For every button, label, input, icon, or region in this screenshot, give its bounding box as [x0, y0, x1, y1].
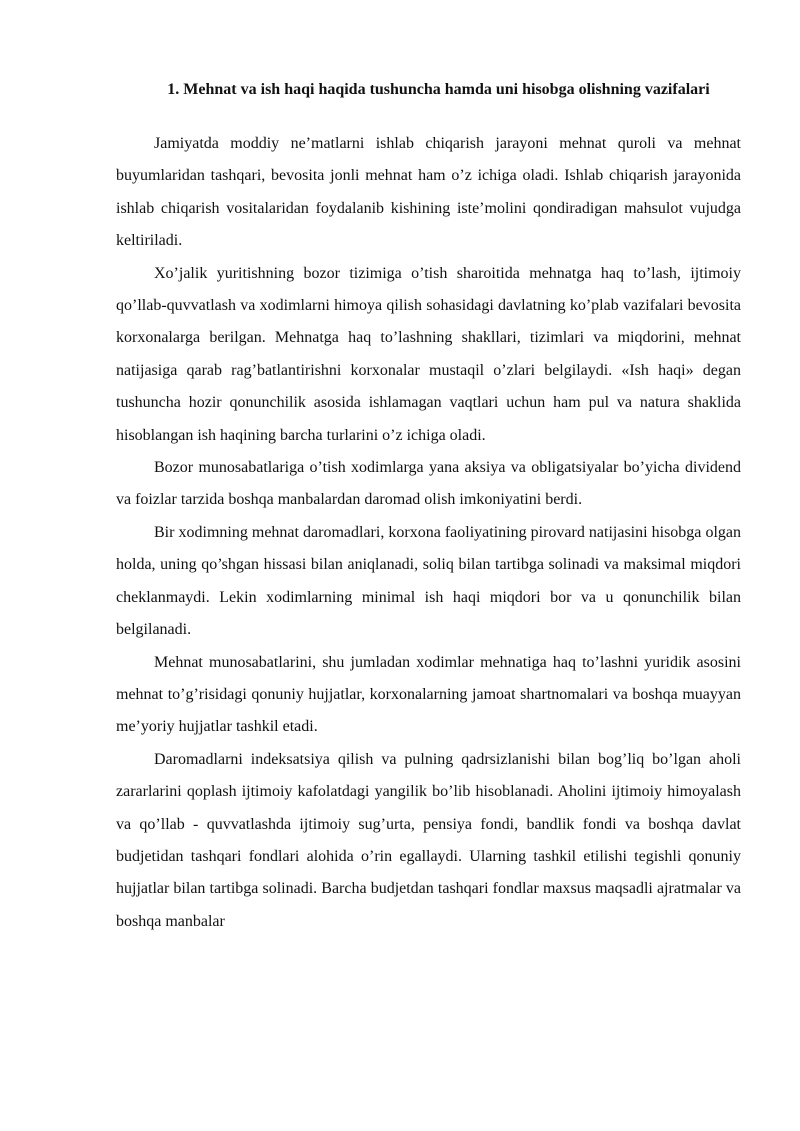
paragraph-6: Daromadlarni indeksatsiya qilish va pulning qadrsizlanishi bilan bog’liq bo’lgan aholi zararlarini qoplash ijtimoiy kafolatdagi yangilik bo’lib hisoblanadi. Aholini ijtimoiy himoyalash va qo’llab - quvvatlashda ijtimoiy sug’urta, pensiya fondi, bandlik fondi va boshqa davlat budjetidan tashqari fondlari alohida o’rin egallaydi. Ularning tashkil etilishi tegishli qonuniy hujjatlar bilan tartibga solinadi. Barcha budjetdan tashqari fondlar maxsus maqsadli ajratmalar va boshqa manbalar [116, 750, 741, 930]
paragraph-4: Bir xodimning mehnat daromadlari, korxona faoliyatining pirovard natijasini hisobga olgan holda, uning qo’shgan hissasi bilan aniqlanadi, soliq bilan tartibga solinadi va maksimal miqdori cheklanmaydi. Lekin xodimlarning minimal ish haqi miqdori bor va u qonunchilik bilan belgilanadi. [116, 523, 741, 639]
paragraph-1: Jamiyatda moddiy ne’matlarni ishlab chiqarish jarayoni mehnat quroli va mehnat buyumlaridan tashqari, bevosita jonli mehnat ham o’z ichiga oladi. Ishlab chiqarish jarayonida ishlab chiqarish vositalaridan foydalanib kishining iste’molini qondiradigan mahsulot vujudga keltiriladi. [116, 135, 741, 250]
paragraph-5: Mehnat munosabatlarini, shu jumladan xodimlar mehnatiga haq to’lashni yuridik asosini mehnat to’g’risidagi qonuniy hujjatlar, korxonalarning jamoat shartnomalari va boshqa muayyan me’yoriy hujjatlar tashkil etadi. [116, 653, 741, 736]
paragraph-3: Bozor munosabatlariga o’tish xodimlarga yana aksiya va obligatsiyalar bo’yicha dividend va foizlar tarzida boshqa manbalardan daromad olish imkoniyatini berdi. [116, 459, 741, 509]
document-page [116, 74, 741, 938]
paragraph-2: Xo’jalik yuritishning bozor tizimiga o’tish sharoitida mehnatga haq to’lash, ijtimoiy qo’llab-quvvatlash va xodimlarni himoya qilish sohasidagi davlatning ko’plab vazifalari bevosita korxonalarga berilgan. Mehnatga haq to’lashning shakllari, tizimlari va miqdorini, mehnat natijasiga qarab rag’batlantirishni korxonalar mustaqil o’zlari belgilaydi. «Ish haqi» degan tushuncha hozir qonunchilik asosida ishlamagan vaqtlari uchun ham pul va natura shaklida hisoblangan ish haqining barcha turlarini o’z ichiga oladi. [116, 264, 741, 444]
section-title: 1. Mehnat va ish haqi haqida tushuncha hamda uni hisobga olishning vazifalari [167, 81, 710, 98]
